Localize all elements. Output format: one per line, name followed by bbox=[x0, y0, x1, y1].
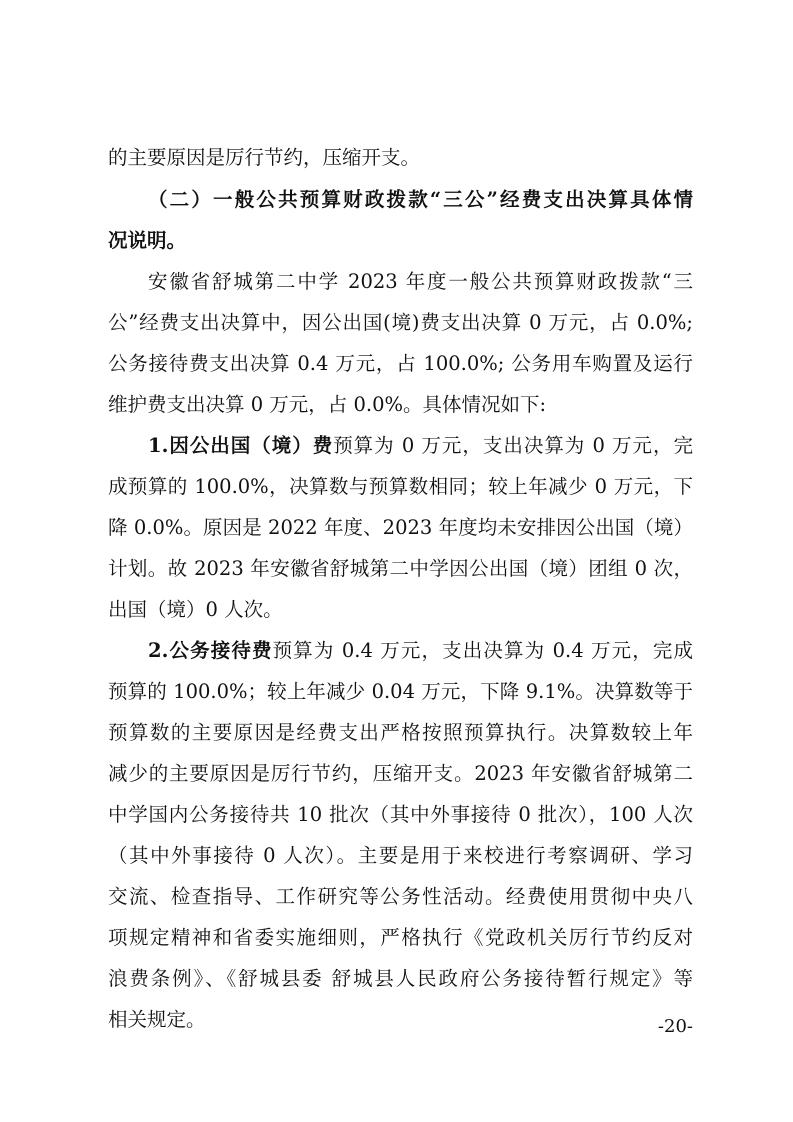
section-heading-cont: 况说明。 bbox=[108, 229, 187, 252]
item-1-label: 1.因公出国（境）费 bbox=[148, 434, 334, 457]
text-line: 计划。故 2023 年安徽省舒城第二中学因公出国（境）团组 0 次， bbox=[108, 557, 693, 580]
text-line: 相关规定。 bbox=[108, 1008, 206, 1031]
section-heading: （二）一般公共预算财政拨款“三公”经费支出决算具体情 bbox=[148, 188, 693, 211]
text-line: 交流、检查指导、工作研究等公务性活动。经费使用贯彻中央八 bbox=[108, 885, 693, 908]
item-1-line bbox=[148, 433, 693, 459]
text-line: （其中外事接待 0 人次）。主要是用于来校进行考察调研、学习 bbox=[108, 844, 693, 867]
text-line: 项规定精神和省委实施细则，严格执行《党政机关厉行节约反对 bbox=[108, 926, 693, 949]
text-line: 浪费条例》、《舒城县委 舒城县人民政府公务接待暂行规定》等 bbox=[108, 967, 693, 990]
text-line: 预算数的主要原因是经费支出严格按照预算执行。决算数较上年 bbox=[108, 721, 693, 744]
text-line: 降 0.0%。原因是 2022 年度、2023 年度均未安排因公出国（境） bbox=[108, 516, 693, 539]
text-line: 减少的主要原因是厉行节约，压缩开支。2023 年安徽省舒城第二 bbox=[108, 762, 693, 785]
text-line: 成预算的 100.0%，决算数与预算数相同；较上年减少 0 万元，下 bbox=[108, 475, 693, 498]
text-line: 安徽省舒城第二中学 2023 年度一般公共预算财政拨款“三 bbox=[148, 270, 693, 293]
item-2-text: 预算为 0.4 万元，支出决算为 0.4 万元，完成 bbox=[272, 639, 693, 662]
page-number: -20- bbox=[657, 1016, 693, 1037]
text-line: 中学国内公务接待共 10 批次（其中外事接待 0 批次），100 人次 bbox=[108, 803, 693, 826]
item-2-label: 2.公务接待费 bbox=[148, 639, 273, 662]
item-2-line bbox=[148, 638, 693, 664]
text-line: 公务接待费支出决算 0.4 万元，占 100.0%; 公务用车购置及运行 bbox=[108, 352, 693, 375]
text-line: 公”经费支出决算中，因公出国(境)费支出决算 0 万元，占 0.0%; bbox=[108, 311, 693, 334]
text-line: 预算的 100.0%；较上年减少 0.04 万元，下降 9.1%。决算数等于 bbox=[108, 680, 693, 703]
text-line: 出国（境）0 人次。 bbox=[108, 598, 283, 621]
text-line: 的主要原因是厉行节约，压缩开支。 bbox=[108, 146, 421, 169]
text-line: 维护费支出决算 0 万元，占 0.0%。具体情况如下: bbox=[108, 393, 547, 416]
item-1-text: 预算为 0 万元，支出决算为 0 万元，完 bbox=[333, 434, 693, 457]
